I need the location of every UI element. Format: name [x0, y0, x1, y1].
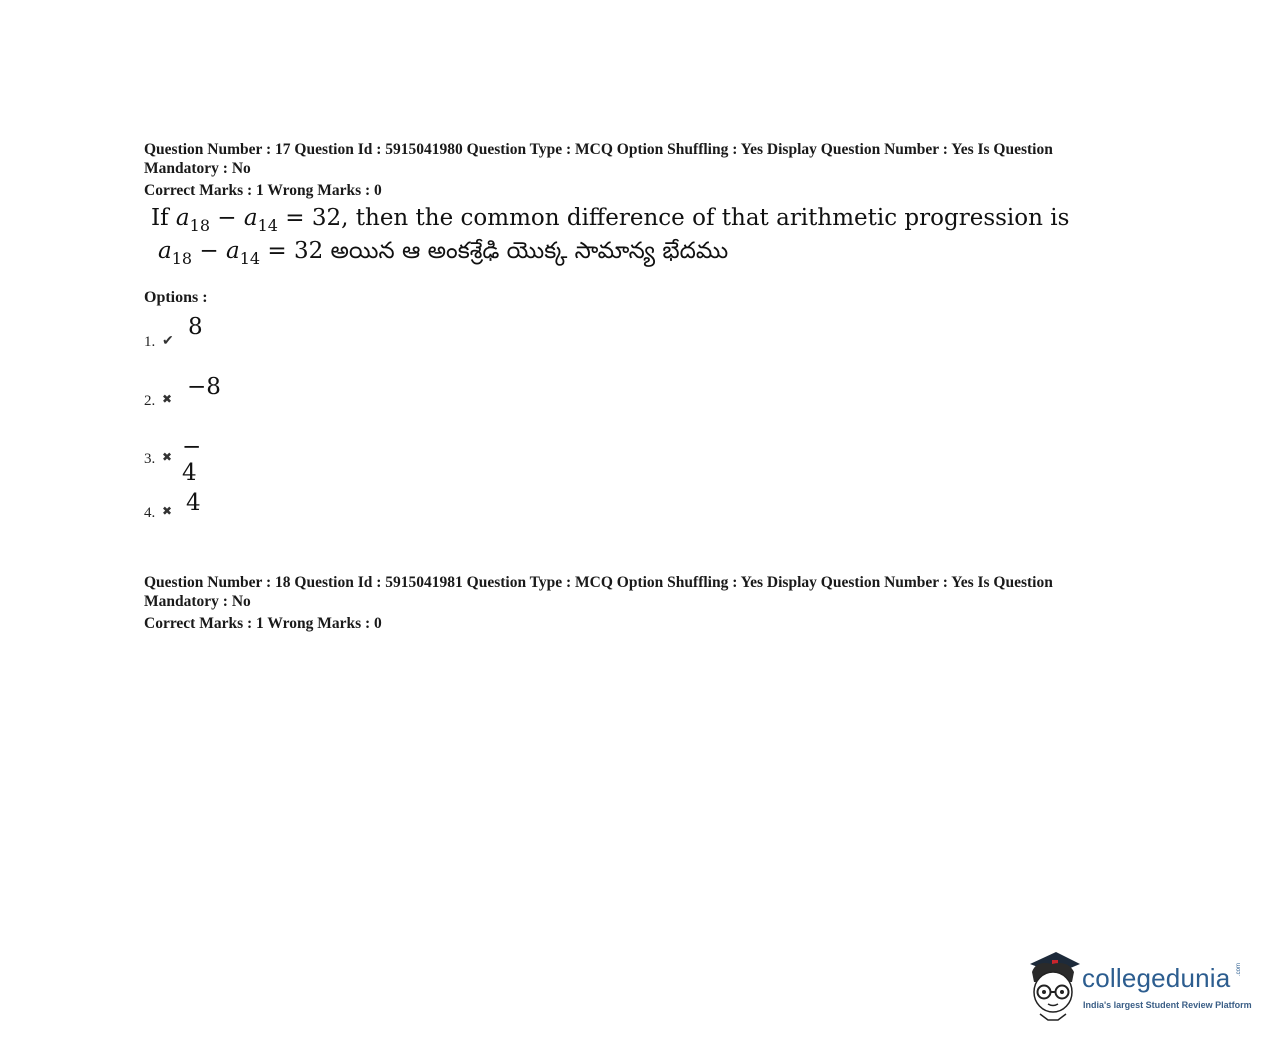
cross-icon: ✖ [162, 450, 173, 464]
option-1-value: 8 [188, 314, 203, 340]
option-3-value: − 4 [182, 434, 202, 486]
question-17-meta-line2: Mandatory : No [144, 160, 251, 177]
subscript-18: 18 [189, 216, 210, 235]
var-a-14: a [243, 205, 258, 231]
option-3-number: 3. [144, 451, 156, 467]
option-4-value: 4 [186, 490, 201, 516]
subscript-14: 14 [257, 216, 278, 235]
question-17-english-text [151, 205, 1069, 235]
var-a-18-telugu: a [158, 238, 172, 264]
minus-sign-telugu: − [192, 238, 226, 264]
option-4-number: 4. [144, 505, 156, 521]
minus-sign: − [210, 205, 244, 231]
question-17-meta-line1: Question Number : 17 Question Id : 5915041980 Question Type : MCQ Option Shuffling : Yes Display Question Number : Yes Is Question [144, 141, 1053, 158]
question-18-meta [144, 573, 1124, 611]
logo-wordmark: collegedunia [1082, 963, 1231, 993]
question-18-meta-line1: Question Number : 18 Question Id : 5915041981 Question Type : MCQ Option Shuffling : Yes Display Question Number : Yes Is Question [144, 574, 1053, 591]
cross-icon: ✖ [162, 392, 173, 406]
question-18-marks: Correct Marks : 1 Wrong Marks : 0 [144, 615, 382, 632]
options-label: Options : [144, 289, 208, 306]
option-2-number: 2. [144, 393, 156, 409]
telugu-suffix: = 32 అయిన ఆ అంకశ్రేఢి యొక్క సామాన్య భేదము [260, 238, 729, 264]
check-icon: ✔ [162, 334, 174, 349]
subscript-18-telugu: 18 [171, 249, 193, 268]
english-prefix: If [151, 205, 176, 231]
english-suffix: = 32, then the common difference of that arithmetic progression is [277, 205, 1070, 231]
cross-icon: ✖ [162, 504, 173, 518]
student-mascot-icon [1022, 950, 1084, 1022]
var-a-14-telugu: a [225, 238, 240, 264]
var-a-18: a [175, 205, 190, 231]
subscript-14-telugu: 14 [239, 249, 261, 268]
collegedunia-logo[interactable] [1022, 950, 1252, 1025]
option-2-value: −8 [187, 374, 221, 400]
question-17-marks: Correct Marks : 1 Wrong Marks : 0 [144, 182, 382, 199]
question-18-meta-line2: Mandatory : No [144, 593, 251, 610]
logo-tagline: India's largest Student Review Platform [1083, 1000, 1252, 1010]
option-1-number: 1. [144, 334, 156, 350]
question-17-meta [144, 140, 1124, 178]
logo-dotcom: .com [1236, 962, 1242, 976]
question-17-telugu-text [158, 238, 728, 270]
